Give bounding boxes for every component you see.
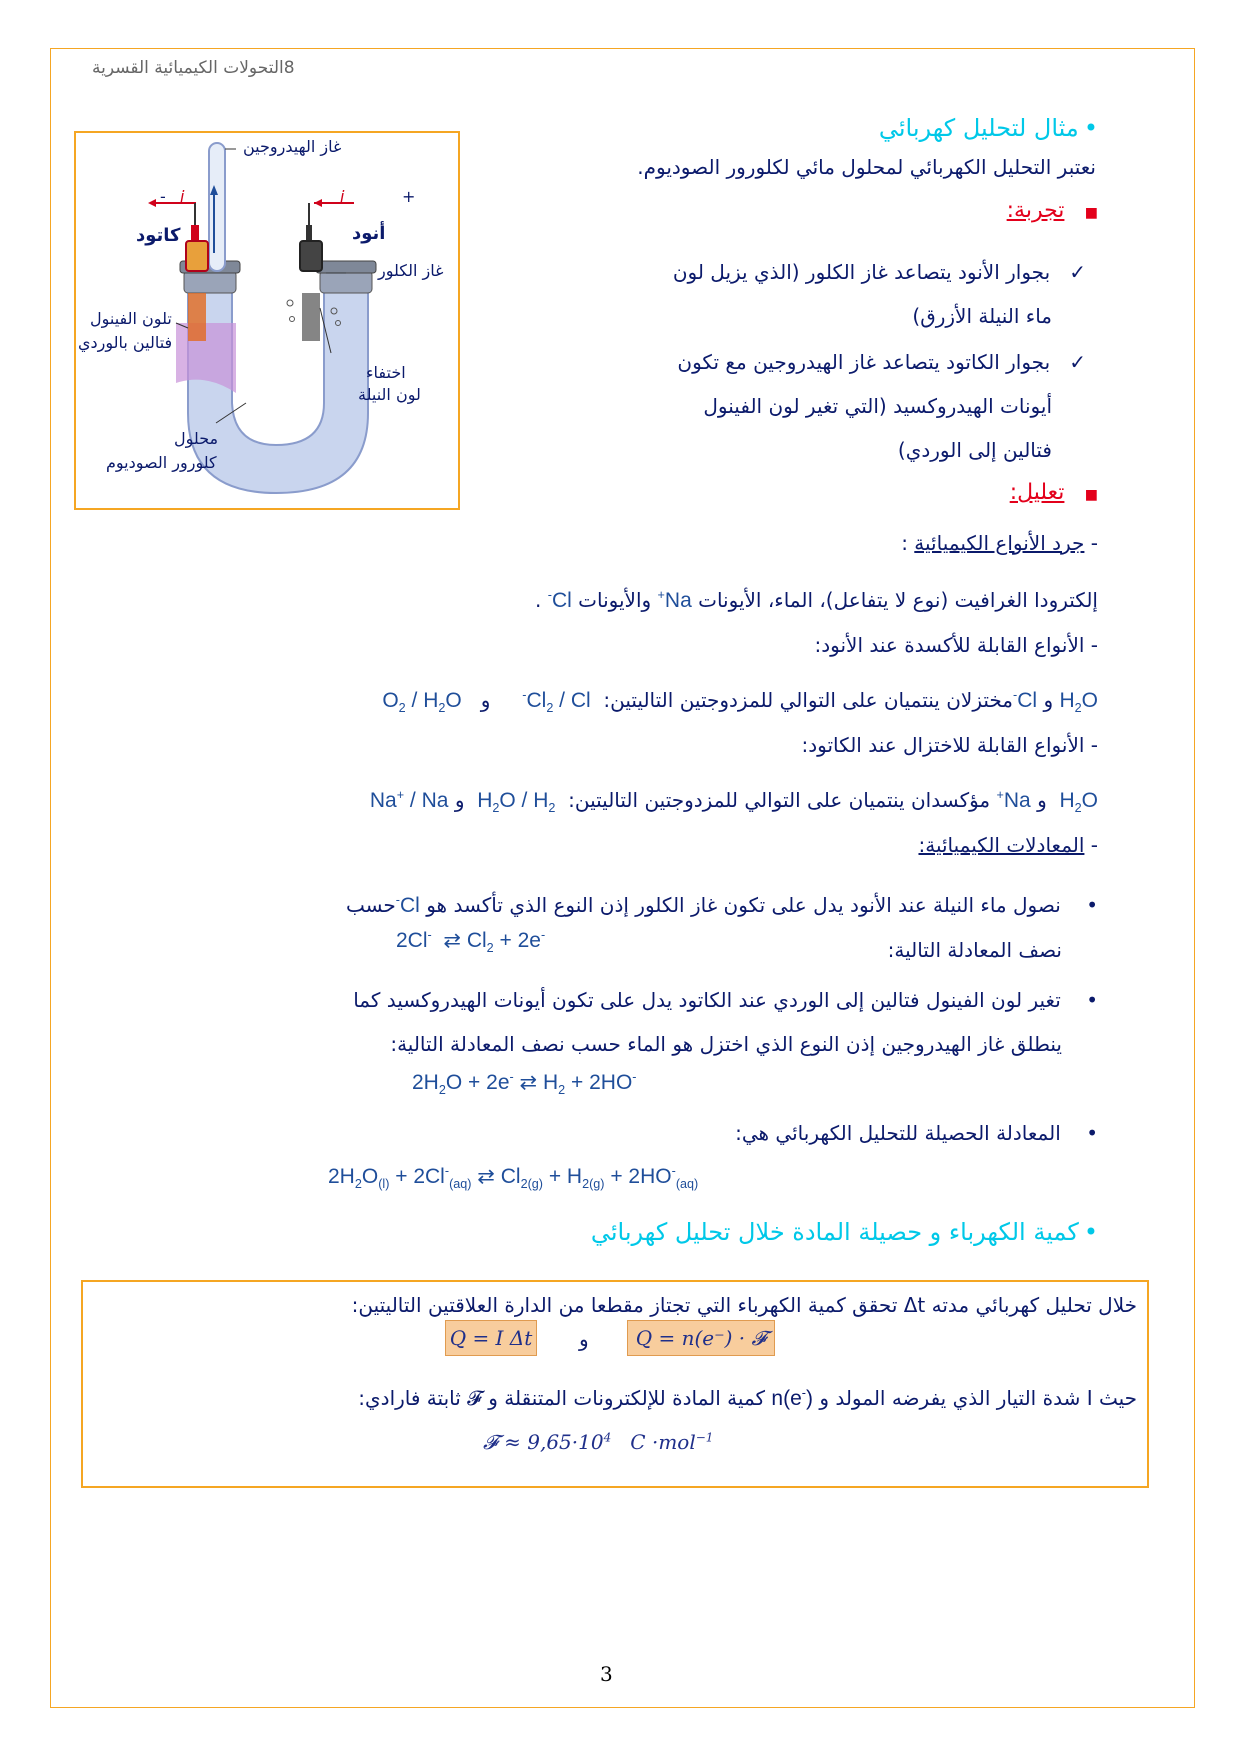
oxidizable-heading: - الأنواع القابلة للأكسدة عند الأنود: — [814, 633, 1098, 657]
anode-label: أنود — [352, 223, 386, 244]
reductant-text: مختزلان ينتميان على التوالي للمزدوجتين التاليتين: — [603, 688, 1014, 712]
bullet1-line2: نصف المعادلة التالية: — [887, 938, 1062, 962]
red-square-bullet: ■ — [1084, 487, 1098, 503]
faraday-unit-exp: −1 — [695, 1430, 714, 1445]
anode-rod — [302, 293, 320, 341]
anode-electrode — [300, 241, 322, 271]
colon: : — [901, 531, 915, 555]
phenol-color-label-2: فتالين بالوردي — [78, 333, 173, 352]
bullet-dot: • — [1086, 1121, 1098, 1145]
couple-h2o-h2: $H_2O / H_2$ — [477, 789, 556, 816]
analysis-heading — [1010, 480, 1098, 505]
hydrogen-collector-tube — [209, 143, 225, 271]
section2-title: كمية الكهرباء و حصيلة المادة خلال تحليل كهربائي — [590, 1218, 1079, 1246]
cl-minus: Cl- — [395, 893, 420, 917]
exp1-line1: بجوار الأنود يتصاعد غاز الكلور (الذي يزيل لون — [672, 260, 1051, 284]
cl-minus: Cl- — [1013, 688, 1038, 712]
cyan-bullet: • — [1083, 1218, 1098, 1246]
couple-na: Na+ / Na — [369, 788, 449, 812]
species-heading: - جرد الأنواع الكيميائية : — [901, 531, 1098, 555]
right-stopper-top — [316, 261, 376, 273]
bullet1-end: حسب — [345, 893, 396, 917]
exp2-line3: فتالين إلى الوردي) — [897, 438, 1052, 462]
overall-equation: $2H_2O_{(l)} + 2Cl^-_{(aq)}$ ⇄ $Cl_{2(g)} + H_{2(g)} + 2HO^-_{(aq)}$ — [328, 1164, 699, 1192]
bullet3-text: المعادلة الحصيلة للتحليل الكهربائي هي: — [735, 1121, 1061, 1145]
and-word: و — [1037, 788, 1047, 812]
section1-title: مثال لتحليل كهربائي — [878, 114, 1079, 142]
right-stopper — [320, 271, 372, 293]
solution-label-2: كلورور الصوديوم — [106, 453, 217, 472]
and-word: و — [1043, 688, 1054, 712]
bullet-dot: • — [1086, 893, 1098, 917]
electrolysis-figure — [74, 131, 460, 510]
and-word: و — [480, 688, 491, 712]
bullet2-line2: ينطلق غاز الهيدروجين إذن النوع الذي اختزل هو الماء حسب نصف المعادلة التالية: — [390, 1032, 1062, 1056]
cathode-electrode — [186, 241, 208, 271]
equations-heading: - المعادلات الكيميائية: — [918, 833, 1098, 857]
indigo-fade-label-1: اختفاء — [366, 363, 406, 382]
current-i-right: i — [340, 187, 345, 206]
equation-bullet-3 — [735, 1118, 1098, 1148]
current-arrow-left-head — [148, 199, 156, 207]
anode-half-equation: 2Cl- ⇄ $Cl_2 + 2e^-$ — [396, 928, 546, 956]
reducible-heading-text: الأنواع القابلة للاختزال عند الكاتود: — [801, 733, 1085, 757]
formula-q-ne: Q = n(e⁻) · 𝓕 — [627, 1320, 775, 1356]
electricity-quantity-box — [81, 1280, 1149, 1488]
equation-bullet-2 — [353, 978, 1098, 1066]
check-icon: ✓ — [1069, 260, 1086, 284]
couple-o2-h2o: $O_2 / H_2O$ — [382, 689, 462, 716]
definitions-line — [358, 1378, 1137, 1414]
red-square-bullet: ■ — [1084, 205, 1098, 221]
check-icon: ✓ — [1069, 350, 1086, 374]
phenol-color-label-1: تلون الفينول — [90, 309, 172, 328]
experiment-item-1 — [606, 250, 1086, 338]
running-title: 8التحولات الكيميائية القسرية — [92, 58, 295, 78]
relations-intro: خلال تحليل كهربائي مدته Δt تحقق كمية الكهرباء التي تجتاز مقطعا من الدارة العلاقتين التاليتين: — [351, 1293, 1137, 1317]
exp2-line2: أيونات الهيدروكسيد (التي تغير لون الفينول — [703, 394, 1052, 418]
equations-heading-text: المعادلات الكيميائية: — [918, 833, 1085, 857]
faraday-unit: C ·mol — [630, 1430, 696, 1454]
bullet2-line1: تغير لون الفينول فتالين إلى الوردي عند الكاتود يدل على تكون أيونات الهيدروكسيد كما — [353, 988, 1061, 1012]
and-word: و — [454, 788, 465, 812]
left-stopper — [184, 271, 236, 293]
formula-q-it: Q = I Δt — [445, 1320, 537, 1356]
n-electrons: n(e-) — [771, 1386, 813, 1410]
species-text: إلكترودا الغرافيت (نوع لا يتفاعل)، الماء، الأيونات — [698, 588, 1098, 612]
faraday-exp: 4 — [603, 1430, 612, 1445]
oxidant-text: مؤكسدان ينتميان على التوالي للمزدوجتين التاليتين: — [568, 788, 991, 812]
and-word: و — [579, 1327, 589, 1351]
exp1-line2: ماء النيلة الأزرق) — [912, 304, 1052, 328]
cathode-half-equation: $2H_2O + 2e^-$ ⇄ $H_2 + 2HO^-$ — [412, 1070, 637, 1098]
exp2-line1: بجوار الكاتود يتصاعد غاز الهيدروجين مع تكون — [677, 350, 1051, 374]
faraday-constant — [483, 1430, 713, 1454]
current-i-left: i — [180, 187, 185, 206]
bubble — [290, 317, 295, 322]
bullet-dot: • — [1086, 988, 1098, 1012]
definitions-text-b: كمية المادة للإلكترونات المتنقلة و 𝓕 ثابتة فارادي: — [358, 1386, 766, 1410]
na-plus: Na+ — [996, 788, 1031, 812]
oxidants-line — [370, 780, 1098, 823]
current-arrow-right-head — [314, 199, 322, 207]
experiment-heading — [1007, 198, 1098, 223]
section1-heading — [879, 114, 1098, 142]
definitions-text-a: حيث I شدة التيار الذي يفرضه المولد و — [819, 1386, 1137, 1410]
minus-sign: - — [160, 187, 166, 206]
faraday-value: 𝓕 ≈ 9,65·10 — [483, 1430, 604, 1454]
oxidizable-heading-text: الأنواع القابلة للأكسدة عند الأنود: — [814, 633, 1085, 657]
reducible-heading: - الأنواع القابلة للاختزال عند الكاتود: — [801, 733, 1098, 757]
species-line: إلكترودا الغرافيت (نوع لا يتفاعل)، الماء، الأيونات Na+ والأيونات Cl- . — [535, 588, 1098, 612]
cyan-bullet: • — [1083, 114, 1098, 142]
ions-word: الأيونات — [578, 588, 642, 612]
experiment-title: تجربة: — [1006, 198, 1065, 223]
plus-sign: + — [402, 187, 416, 206]
reductants-line — [382, 680, 1098, 723]
ion-na: Na+ — [657, 588, 692, 612]
hydrogen-gas-label: غاز الهيدروجين — [243, 137, 342, 156]
ion-cl: Cl- — [547, 588, 572, 612]
chlorine-gas-label: غاز الكلور — [378, 261, 444, 280]
bullet1-text: نصول ماء النيلة عند الأنود يدل على تكون غاز الكلور إذن النوع الذي تأكسد هو — [426, 893, 1061, 917]
cathode-label: كاتود — [136, 225, 181, 246]
experiment-item-2 — [606, 340, 1086, 472]
section2-heading — [591, 1218, 1098, 1246]
equation-bullet-1 — [346, 878, 1098, 972]
cathode-rod — [188, 293, 206, 341]
h2o: $H_2O$ — [1059, 789, 1098, 816]
indigo-fade-label-2: لون النيلة — [358, 385, 421, 404]
intro-text: نعتبر التحليل الكهربائي لمحلول مائي لكلورور الصوديوم. — [637, 155, 1096, 179]
species-heading-text: جرد الأنواع الكيميائية — [914, 531, 1085, 555]
h2o: $H_2O$ — [1059, 689, 1098, 716]
analysis-title: تعليل: — [1009, 480, 1065, 505]
couple-cl2-cl: $Cl_2 / Cl^-$ — [522, 688, 591, 716]
solution-label-1: محلول — [174, 429, 219, 448]
and-word: و — [641, 588, 652, 612]
page-number: 3 — [600, 1662, 613, 1686]
bubble — [287, 300, 293, 306]
